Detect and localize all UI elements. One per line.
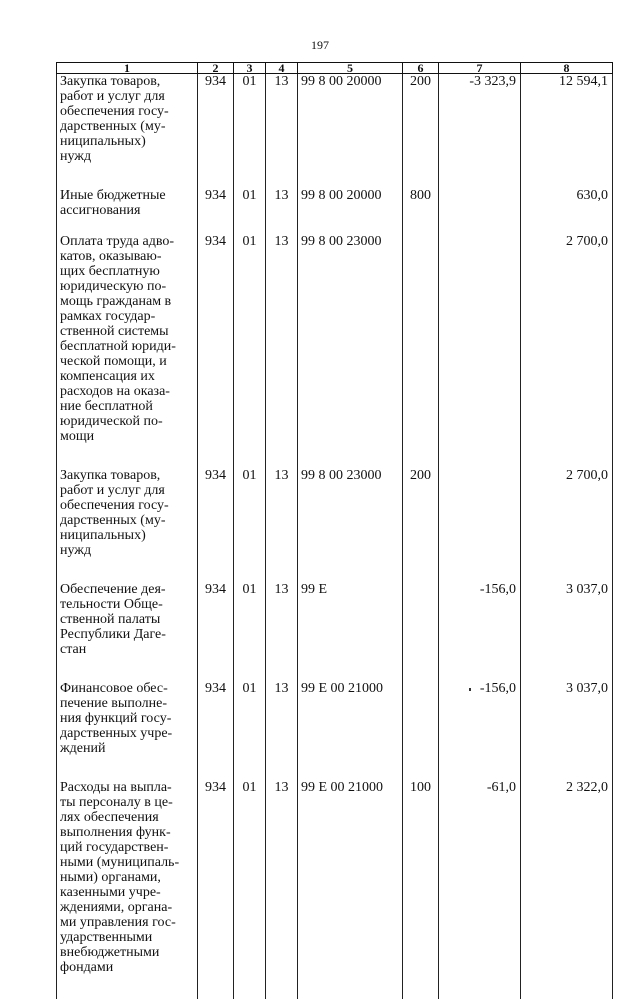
row-name-line: стан: [60, 642, 195, 657]
row-grbs-cell: 934: [198, 582, 234, 681]
row-amount-cell: 2 322,0: [521, 780, 613, 975]
row-name-line: бесплатной юриди-: [60, 339, 195, 354]
row-name-line: тельности Обще-: [60, 597, 195, 612]
row-name-line: ными (муниципаль-: [60, 855, 195, 870]
row-expense-type-cell: [403, 582, 439, 681]
row-name-line: рамках государ-: [60, 309, 195, 324]
row-grbs-cell: 934: [198, 234, 234, 468]
row-name-line: ными) органами,: [60, 870, 195, 885]
row-amount-cell: 3 037,0: [521, 582, 613, 681]
row-grbs-cell: 934: [198, 780, 234, 975]
column-header: 2: [198, 63, 234, 74]
row-name-line: обеспечения госу-: [60, 104, 195, 119]
row-name-line: ственной палаты: [60, 612, 195, 627]
table-filler-row: [57, 975, 613, 999]
row-name-line: внебюджетными: [60, 945, 195, 960]
row-name-line: фондами: [60, 960, 195, 975]
row-amount-cell: 630,0: [521, 188, 613, 234]
row-name-line: обеспечения госу-: [60, 498, 195, 513]
header-row: [57, 63, 613, 74]
row-expense-type-cell: [403, 681, 439, 780]
row-name-line: Расходы на выпла-: [60, 780, 195, 795]
row-name-line: работ и услуг для: [60, 89, 195, 104]
column-header: 6: [403, 63, 439, 74]
row-name-line: казенными учре-: [60, 885, 195, 900]
row-target-article-cell: 99 8 00 20000: [298, 74, 403, 189]
row-name-line: ственной системы: [60, 324, 195, 339]
row-grbs-cell: 934: [198, 74, 234, 189]
row-expense-type-cell: [403, 234, 439, 468]
table-row: [57, 780, 613, 975]
row-name-line: Оплата труда адво-: [60, 234, 195, 249]
row-expense-type-cell: 200: [403, 74, 439, 189]
column-header: 1: [57, 63, 198, 74]
row-name-line: мощи: [60, 429, 195, 444]
row-change-cell: -156,0: [439, 582, 521, 681]
row-name-line: Финансовое обес-: [60, 681, 195, 696]
row-change-cell: -61,0: [439, 780, 521, 975]
row-name-line: дарственных (му-: [60, 513, 195, 528]
row-name-cell: [57, 681, 198, 780]
table-row: [57, 582, 613, 681]
row-name-line: ниципальных): [60, 528, 195, 543]
table-row: [57, 681, 613, 780]
row-target-article-cell: 99 8 00 23000: [298, 234, 403, 468]
table-row: [57, 188, 613, 234]
row-target-article-cell: 99 Е 00 21000: [298, 681, 403, 780]
row-expense-type-cell: 800: [403, 188, 439, 234]
table-body: [57, 74, 613, 999]
row-target-article-cell: 99 8 00 20000: [298, 188, 403, 234]
row-name-cell: [57, 234, 198, 468]
row-subsection-cell: 13: [266, 234, 298, 468]
column-header: 8: [521, 63, 613, 74]
row-name-cell: [57, 468, 198, 582]
row-change-cell: -3 323,9: [439, 74, 521, 189]
column-header: 3: [234, 63, 266, 74]
row-name-line: ми управления гос-: [60, 915, 195, 930]
table-row: [57, 234, 613, 468]
row-amount-cell: 12 594,1: [521, 74, 613, 189]
row-name-line: нужд: [60, 149, 195, 164]
row-name-cell: [57, 582, 198, 681]
row-name-line: Республики Даге-: [60, 627, 195, 642]
row-name-cell: [57, 188, 198, 234]
column-header: 4: [266, 63, 298, 74]
row-name-line: ния функций госу-: [60, 711, 195, 726]
row-name-line: работ и услуг для: [60, 483, 195, 498]
budget-table: [56, 62, 613, 999]
row-change-cell: -156,0: [439, 681, 521, 780]
row-target-article-cell: 99 8 00 23000: [298, 468, 403, 582]
row-subsection-cell: 13: [266, 468, 298, 582]
row-section-cell: 01: [234, 582, 266, 681]
row-name-line: ческой помощи, и: [60, 354, 195, 369]
row-section-cell: 01: [234, 780, 266, 975]
row-change-cell: [439, 188, 521, 234]
row-name-line: компенсация их: [60, 369, 195, 384]
row-name-line: катов, оказываю-: [60, 249, 195, 264]
row-section-cell: 01: [234, 188, 266, 234]
row-name-line: дарственных учре-: [60, 726, 195, 741]
row-name-line: ние бесплатной: [60, 399, 195, 414]
table-row: [57, 74, 613, 189]
row-grbs-cell: 934: [198, 681, 234, 780]
row-expense-type-cell: 200: [403, 468, 439, 582]
row-name-line: щих бесплатную: [60, 264, 195, 279]
row-section-cell: 01: [234, 681, 266, 780]
scan-speck: [469, 688, 471, 691]
row-name-line: ударственными: [60, 930, 195, 945]
row-subsection-cell: 13: [266, 681, 298, 780]
row-name-line: юридической по-: [60, 414, 195, 429]
row-subsection-cell: 13: [266, 582, 298, 681]
row-section-cell: 01: [234, 468, 266, 582]
row-name-line: мощь гражданам в: [60, 294, 195, 309]
row-name-line: выполнения функ-: [60, 825, 195, 840]
row-change-cell: [439, 234, 521, 468]
row-grbs-cell: 934: [198, 468, 234, 582]
row-amount-cell: 2 700,0: [521, 468, 613, 582]
row-name-line: лях обеспечения: [60, 810, 195, 825]
row-name-cell: [57, 74, 198, 189]
table-row: [57, 468, 613, 582]
row-name-line: ниципальных): [60, 134, 195, 149]
row-name-cell: [57, 780, 198, 975]
column-header: 7: [439, 63, 521, 74]
row-name-line: дарственных (му-: [60, 119, 195, 134]
row-name-line: Обеспечение дея-: [60, 582, 195, 597]
row-name-line: нужд: [60, 543, 195, 558]
row-name-line: Иные бюджетные: [60, 188, 195, 203]
row-subsection-cell: 13: [266, 188, 298, 234]
row-name-line: юридическую по-: [60, 279, 195, 294]
row-name-line: ассигнования: [60, 203, 195, 218]
row-expense-type-cell: 100: [403, 780, 439, 975]
row-section-cell: 01: [234, 74, 266, 189]
column-header: 5: [298, 63, 403, 74]
row-name-line: расходов на оказа-: [60, 384, 195, 399]
row-name-line: ций государствен-: [60, 840, 195, 855]
row-target-article-cell: 99 Е: [298, 582, 403, 681]
row-name-line: ждениями, органа-: [60, 900, 195, 915]
row-name-line: печение выполне-: [60, 696, 195, 711]
row-change-cell: [439, 468, 521, 582]
row-subsection-cell: 13: [266, 780, 298, 975]
row-name-line: ждений: [60, 741, 195, 756]
row-amount-cell: 2 700,0: [521, 234, 613, 468]
row-name-line: Закупка товаров,: [60, 468, 195, 483]
row-target-article-cell: 99 Е 00 21000: [298, 780, 403, 975]
row-section-cell: 01: [234, 234, 266, 468]
row-grbs-cell: 934: [198, 188, 234, 234]
page-number: 197: [0, 38, 640, 53]
row-name-line: Закупка товаров,: [60, 74, 195, 89]
row-subsection-cell: 13: [266, 74, 298, 189]
row-name-line: ты персоналу в це-: [60, 795, 195, 810]
row-amount-cell: 3 037,0: [521, 681, 613, 780]
